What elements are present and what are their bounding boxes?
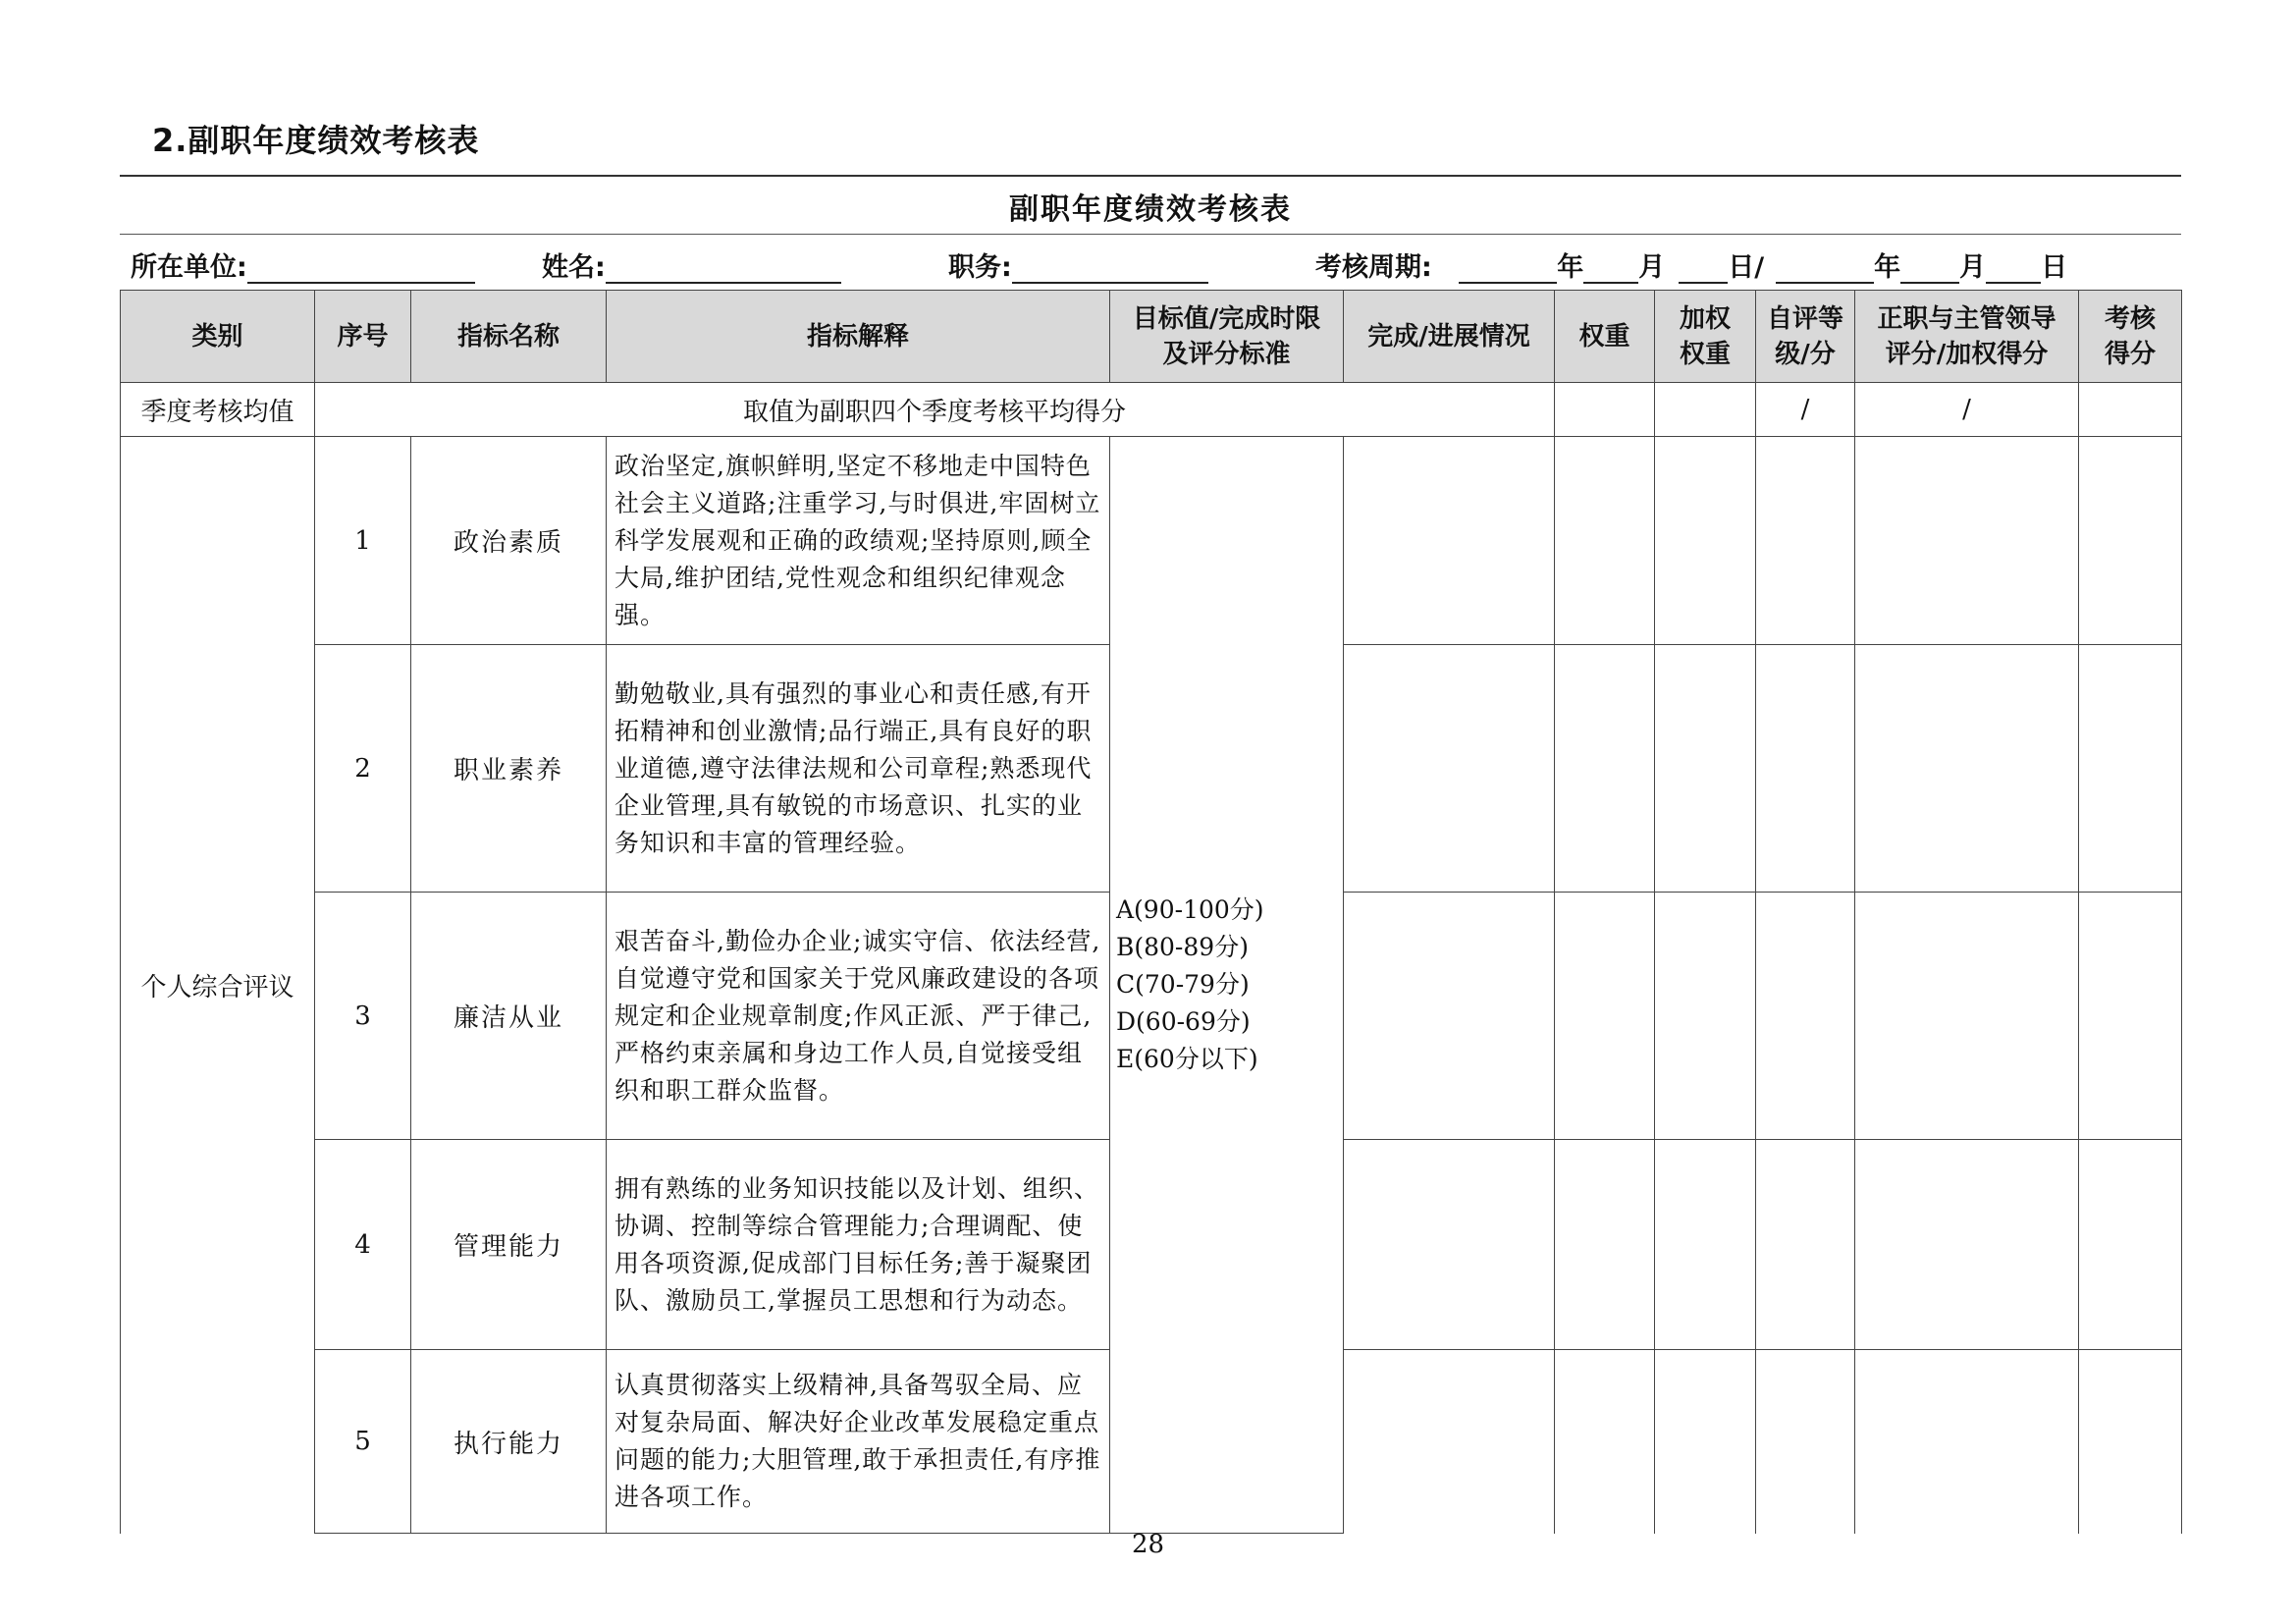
final-score-cell[interactable] bbox=[2079, 645, 2182, 893]
indicator-explanation: 认真贯彻落实上级精神,具备驾驭全局、应对复杂局面、解决好企业改革发展稳定重点问题的能力;大胆管理,敢于承担责任,有序推进各项工作。 bbox=[607, 1350, 1110, 1534]
end-day-blank[interactable] bbox=[1986, 252, 2041, 284]
header-target-line2: 及评分标准 bbox=[1162, 339, 1291, 369]
weight-cell[interactable] bbox=[1555, 1350, 1655, 1534]
avg-description: 取值为副职四个季度考核平均得分 bbox=[315, 383, 1555, 437]
name-blank[interactable] bbox=[606, 252, 841, 284]
progress-cell[interactable] bbox=[1344, 1140, 1555, 1350]
grading-e: E(60分以下) bbox=[1116, 1045, 1258, 1073]
indicator-explanation: 拥有熟练的业务知识技能以及计划、组织、协调、控制等综合管理能力;合理调配、使用各项资源,促成部门目标任务;善于凝聚团队、激励员工,掌握员工思想和行为动态。 bbox=[607, 1140, 1110, 1350]
header-leader-line1: 正职与主管领导 bbox=[1877, 303, 2056, 334]
indicator-name: 职业素养 bbox=[411, 645, 607, 893]
avg-weight-cell[interactable] bbox=[1555, 383, 1655, 437]
start-year-blank[interactable] bbox=[1459, 252, 1557, 284]
weight-cell[interactable] bbox=[1555, 645, 1655, 893]
leader-score-cell[interactable] bbox=[1855, 645, 2079, 893]
start-month-blank[interactable] bbox=[1583, 252, 1638, 284]
indicator-name: 管理能力 bbox=[411, 1140, 607, 1350]
header-row bbox=[121, 291, 2182, 383]
indicator-name: 政治素质 bbox=[411, 437, 607, 645]
header-wweight-line2: 权重 bbox=[1679, 339, 1731, 369]
header-target-line1: 目标值/完成时限 bbox=[1132, 303, 1321, 334]
appraisal-table bbox=[120, 290, 2182, 1534]
end-day-label: 日 bbox=[2041, 252, 2068, 283]
header-score-line2: 得分 bbox=[2104, 339, 2156, 369]
header-target bbox=[1110, 291, 1344, 383]
grading-c: C(70-79分) bbox=[1116, 970, 1250, 999]
progress-cell[interactable] bbox=[1344, 645, 1555, 893]
weight-cell[interactable] bbox=[1555, 437, 1655, 645]
header-weighted-weight bbox=[1655, 291, 1756, 383]
table-row bbox=[121, 437, 2182, 645]
wweight-cell[interactable] bbox=[1655, 437, 1756, 645]
start-day-label: 日/ bbox=[1728, 252, 1765, 283]
form-title: 副职年度绩效考核表 bbox=[1009, 192, 1292, 227]
end-month-label: 月 bbox=[1959, 252, 1987, 283]
top-rule bbox=[120, 175, 2181, 177]
wweight-cell[interactable] bbox=[1655, 1350, 1756, 1534]
avg-leader-slash: / bbox=[1855, 383, 2079, 437]
name-label: 姓名: bbox=[542, 252, 606, 283]
header-self-line2: 级/分 bbox=[1775, 339, 1836, 369]
self-eval-cell[interactable] bbox=[1756, 893, 1855, 1140]
self-eval-cell[interactable] bbox=[1756, 1140, 1855, 1350]
position-blank[interactable] bbox=[1012, 252, 1208, 284]
header-leader-line2: 评分/加权得分 bbox=[1885, 339, 2049, 369]
indicator-seq: 3 bbox=[315, 893, 411, 1140]
final-score-cell[interactable] bbox=[2079, 437, 2182, 645]
leader-score-cell[interactable] bbox=[1855, 1140, 2079, 1350]
leader-score-cell[interactable] bbox=[1855, 1350, 2079, 1534]
indicator-name: 廉洁从业 bbox=[411, 893, 607, 1140]
header-wweight-line1: 加权 bbox=[1679, 303, 1731, 334]
header-progress: 完成/进展情况 bbox=[1344, 291, 1555, 383]
end-year-blank[interactable] bbox=[1776, 252, 1874, 284]
indicator-seq: 4 bbox=[315, 1140, 411, 1350]
unit-field[interactable] bbox=[131, 245, 475, 281]
avg-wweight-cell[interactable] bbox=[1655, 383, 1756, 437]
leader-score-cell[interactable] bbox=[1855, 893, 2079, 1140]
header-weight: 权重 bbox=[1555, 291, 1655, 383]
start-year-label: 年 bbox=[1557, 252, 1584, 283]
end-month-blank[interactable] bbox=[1900, 252, 1959, 284]
header-score-line1: 考核 bbox=[2104, 303, 2156, 334]
header-category: 类别 bbox=[121, 291, 315, 383]
final-score-cell[interactable] bbox=[2079, 1140, 2182, 1350]
progress-cell[interactable] bbox=[1344, 437, 1555, 645]
avg-self-slash: / bbox=[1756, 383, 1855, 437]
title-rule bbox=[120, 234, 2181, 235]
position-label: 职务: bbox=[948, 252, 1012, 283]
period-label: 考核周期: bbox=[1315, 252, 1432, 283]
header-leader-score bbox=[1855, 291, 2079, 383]
final-score-cell[interactable] bbox=[2079, 893, 2182, 1140]
indicator-seq: 5 bbox=[315, 1350, 411, 1534]
section-heading: 2.副职年度绩效考核表 bbox=[152, 122, 480, 159]
indicator-explanation: 勤勉敬业,具有强烈的事业心和责任感,有开拓精神和创业激情;品行端正,具有良好的职业道德,遵守法律法规和公司章程;熟悉现代企业管理,具有敏锐的市场意识、扎实的业务知识和丰富的管理经验。 bbox=[607, 645, 1110, 893]
self-eval-cell[interactable] bbox=[1756, 437, 1855, 645]
progress-cell[interactable] bbox=[1344, 1350, 1555, 1534]
grading-standard bbox=[1110, 437, 1344, 1534]
name-field[interactable] bbox=[542, 245, 841, 281]
period-field[interactable] bbox=[1315, 245, 2067, 281]
self-eval-cell[interactable] bbox=[1756, 1350, 1855, 1534]
position-field[interactable] bbox=[948, 245, 1208, 281]
indicator-seq: 2 bbox=[315, 645, 411, 893]
end-year-label: 年 bbox=[1874, 252, 1901, 283]
personal-category: 个人综合评议 bbox=[121, 437, 315, 1534]
weight-cell[interactable] bbox=[1555, 1140, 1655, 1350]
avg-row bbox=[121, 383, 2182, 437]
start-day-blank[interactable] bbox=[1679, 252, 1728, 284]
header-explanation: 指标解释 bbox=[607, 291, 1110, 383]
unit-label: 所在单位: bbox=[131, 252, 247, 283]
weight-cell[interactable] bbox=[1555, 893, 1655, 1140]
page-number: 28 bbox=[1131, 1530, 1165, 1559]
header-final-score bbox=[2079, 291, 2182, 383]
header-self-line1: 自评等 bbox=[1766, 303, 1843, 334]
header-seq: 序号 bbox=[315, 291, 411, 383]
indicator-name: 执行能力 bbox=[411, 1350, 607, 1534]
start-month-label: 月 bbox=[1638, 252, 1666, 283]
grading-d: D(60-69分) bbox=[1116, 1007, 1251, 1036]
wweight-cell[interactable] bbox=[1655, 893, 1756, 1140]
wweight-cell[interactable] bbox=[1655, 1140, 1756, 1350]
unit-blank[interactable] bbox=[247, 252, 475, 284]
final-score-cell[interactable] bbox=[2079, 1350, 2182, 1534]
progress-cell[interactable] bbox=[1344, 893, 1555, 1140]
grading-b: B(80-89分) bbox=[1116, 933, 1249, 961]
grading-a: A(90-100分) bbox=[1116, 895, 1264, 924]
avg-score-cell[interactable] bbox=[2079, 383, 2182, 437]
indicator-seq: 1 bbox=[315, 437, 411, 645]
header-indicator: 指标名称 bbox=[411, 291, 607, 383]
header-self-eval bbox=[1756, 291, 1855, 383]
indicator-explanation: 政治坚定,旗帜鲜明,坚定不移地走中国特色社会主义道路;注重学习,与时俱进,牢固树立科学发展观和正确的政绩观;坚持原则,顾全大局,维护团结,党性观念和组织纪律观念强。 bbox=[607, 437, 1110, 645]
leader-score-cell[interactable] bbox=[1855, 437, 2079, 645]
indicator-explanation: 艰苦奋斗,勤俭办企业;诚实守信、依法经营,自觉遵守党和国家关于党风廉政建设的各项规定和企业规章制度;作风正派、严于律己,严格约束亲属和身边工作人员,自觉接受组织和职工群众监督。 bbox=[607, 893, 1110, 1140]
self-eval-cell[interactable] bbox=[1756, 645, 1855, 893]
wweight-cell[interactable] bbox=[1655, 645, 1756, 893]
avg-category: 季度考核均值 bbox=[121, 383, 315, 437]
